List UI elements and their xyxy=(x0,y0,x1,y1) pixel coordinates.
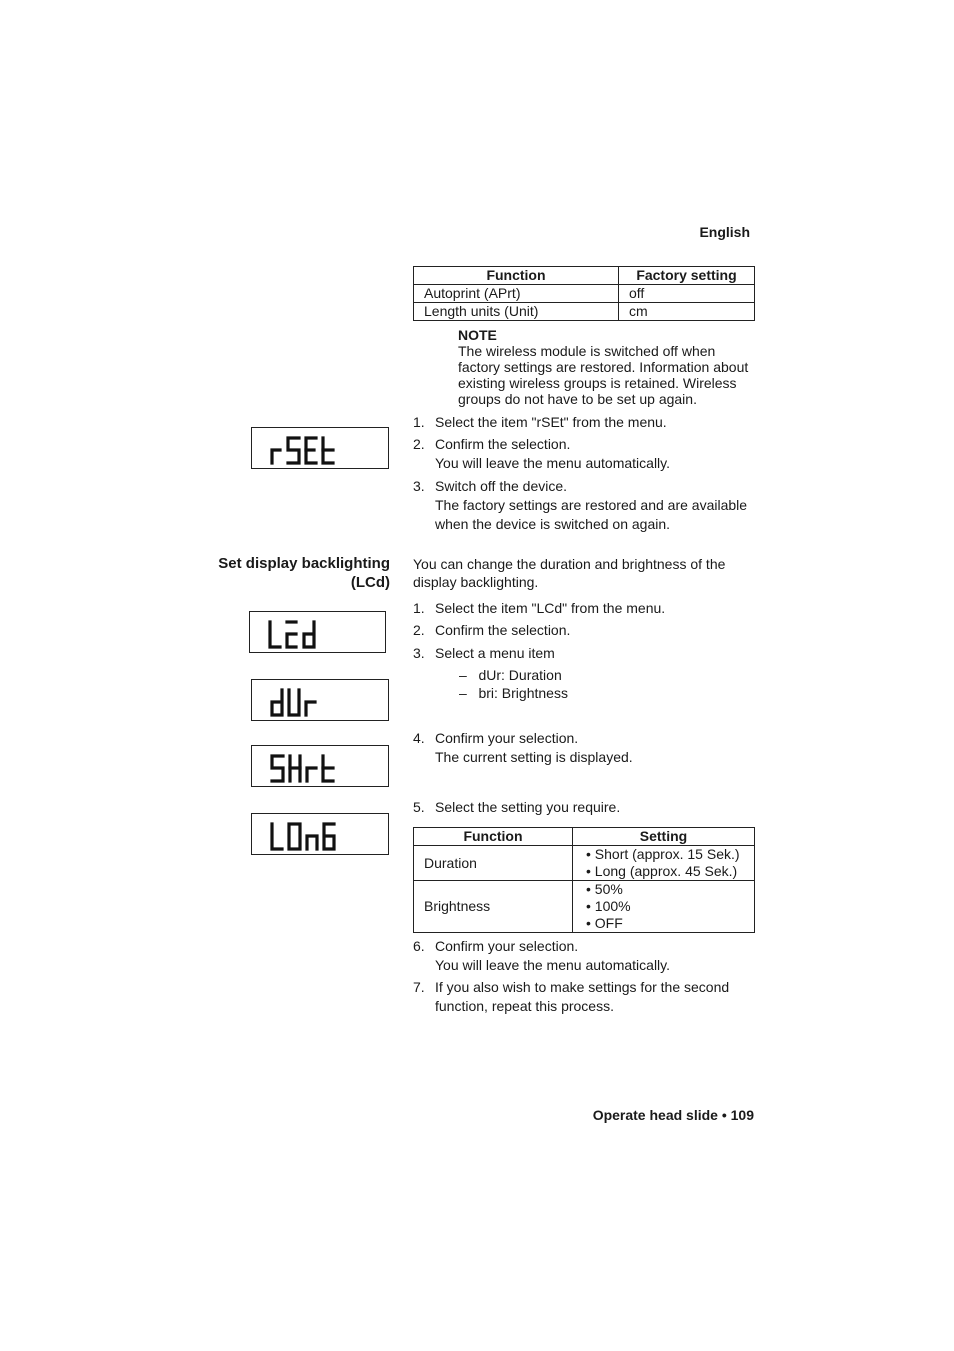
table-cell: cm xyxy=(619,303,755,321)
language-label: English xyxy=(699,224,750,240)
submenu-item-duration: dUr: Duration xyxy=(478,667,562,683)
intro-line: You can change the duration and brightness of the xyxy=(413,556,726,572)
dash-bullet: – xyxy=(459,685,467,701)
intro-line: display backlighting. xyxy=(413,574,539,590)
setting-option: • 50% xyxy=(586,881,623,897)
step-text: The current setting is displayed. xyxy=(435,749,633,765)
note-line: The wireless module is switched off when xyxy=(458,343,716,359)
step-text: Switch off the device. xyxy=(435,478,568,494)
table-header-cell: Factory setting xyxy=(619,267,755,285)
step-number: 5. xyxy=(413,799,425,815)
step-number: 3. xyxy=(413,478,425,494)
factory-settings-table xyxy=(413,266,755,321)
table-cell: Duration xyxy=(414,846,573,881)
section-intro xyxy=(413,555,725,591)
lcd-display-long xyxy=(251,813,389,855)
step-text: If you also wish to make settings for the second xyxy=(435,979,730,995)
settings-table xyxy=(413,827,755,933)
table-cell: Length units (Unit) xyxy=(414,303,619,321)
note-line: groups do not have to be set up again. xyxy=(458,391,697,407)
table-row xyxy=(414,303,755,321)
step-text: You will leave the menu automatically. xyxy=(435,957,671,973)
step-number: 3. xyxy=(413,645,425,661)
table-header-cell: Function xyxy=(414,267,619,285)
table-cell: Autoprint (APrt) xyxy=(414,285,619,303)
list-item xyxy=(459,666,568,684)
step-number: 1. xyxy=(413,414,425,430)
step-number: 7. xyxy=(413,979,425,995)
dash-bullet: – xyxy=(459,667,467,683)
step-text: Confirm the selection. xyxy=(435,622,571,638)
step-number: 2. xyxy=(413,622,425,638)
submenu-item-brightness: bri: Brightness xyxy=(478,685,568,701)
step-text: Confirm your selection. xyxy=(435,730,579,746)
step-text: Select the setting you require. xyxy=(435,799,621,815)
step-text: The factory settings are restored and are available xyxy=(435,497,748,513)
step-text: Select the item "rSEt" from the menu. xyxy=(435,414,667,430)
step-text: You will leave the menu automatically. xyxy=(435,455,671,471)
table-row xyxy=(414,881,755,933)
table-header-row xyxy=(414,267,755,285)
setting-option: • 100% xyxy=(586,898,631,914)
step-text: Select a menu item xyxy=(435,645,555,661)
setting-option: • Short (approx. 15 Sek.) xyxy=(586,846,740,862)
table-row xyxy=(414,285,755,303)
note-line: factory settings are restored. Information about xyxy=(458,359,749,375)
submenu-list xyxy=(459,666,568,702)
setting-option: • Long (approx. 45 Sek.) xyxy=(586,863,738,879)
table-header-row xyxy=(414,828,755,846)
step-text: when the device is switched on again. xyxy=(435,516,671,532)
lcd-display-lcd xyxy=(249,611,386,653)
table-header-cell: Function xyxy=(414,828,573,846)
step-text: function, repeat this process. xyxy=(435,998,614,1014)
table-cell: off xyxy=(619,285,755,303)
step-number: 2. xyxy=(413,436,425,452)
table-cell: Brightness xyxy=(414,881,573,933)
step-number: 4. xyxy=(413,730,425,746)
lcd-display-rset xyxy=(251,427,389,469)
section-heading xyxy=(218,554,390,592)
step-text: Confirm your selection. xyxy=(435,938,579,954)
step-number: 1. xyxy=(413,600,425,616)
table-header-cell: Setting xyxy=(573,828,755,846)
note-title: NOTE xyxy=(458,327,497,343)
page-footer: Operate head slide • 109 xyxy=(592,1107,754,1123)
lcd-display-dur xyxy=(251,679,389,721)
list-item xyxy=(459,684,568,702)
setting-option: • OFF xyxy=(586,915,623,931)
table-cell xyxy=(573,846,755,881)
note-block xyxy=(458,327,748,407)
step-text: Confirm the selection. xyxy=(435,436,571,452)
note-line: existing wireless groups is retained. Wireless xyxy=(458,375,737,391)
step-number: 6. xyxy=(413,938,425,954)
section-heading-line: Set display backlighting xyxy=(218,555,390,572)
table-row xyxy=(414,846,755,881)
table-cell xyxy=(573,881,755,933)
step-text: Select the item "LCd" from the menu. xyxy=(435,600,666,616)
section-heading-line: (LCd) xyxy=(350,574,390,591)
lcd-display-shrt xyxy=(251,745,389,787)
